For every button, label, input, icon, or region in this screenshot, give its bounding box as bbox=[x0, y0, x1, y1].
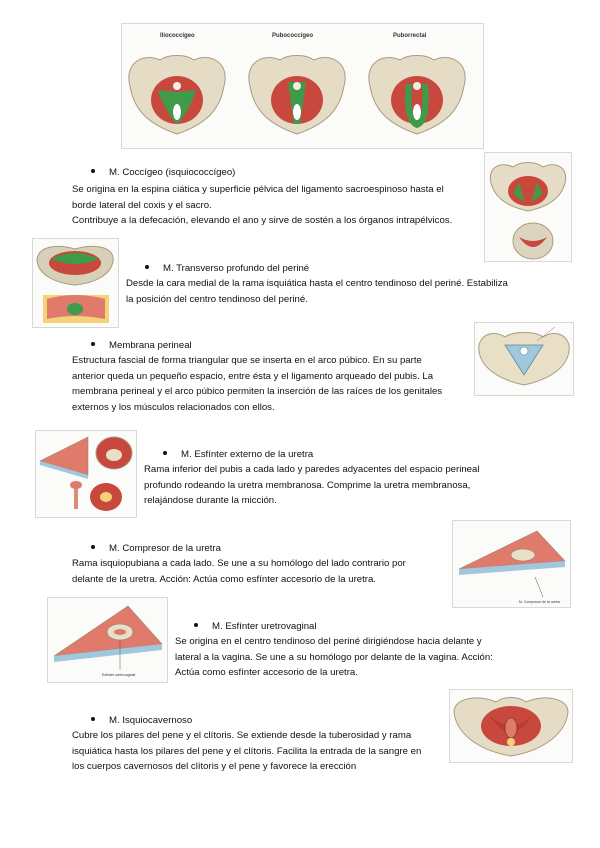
section-title: M. Compresor de la uretra bbox=[109, 543, 221, 554]
text-line: Actúa como esfínter accesorio de la uretra. bbox=[175, 667, 358, 679]
compresor-figure-label: M. Compresor de la uretra bbox=[519, 600, 560, 604]
uretrovaginal-figure-label: Esfínter uretrovaginal bbox=[102, 673, 136, 677]
text-line: la posición del centro tendinoso del periné. bbox=[126, 293, 308, 305]
compresor-figure bbox=[452, 520, 571, 608]
pelvic-floor-figure bbox=[121, 23, 484, 149]
bullet-icon bbox=[163, 451, 167, 455]
text-line: los cuerpos cavernosos del clítoris y el pene y favorece la erección bbox=[72, 761, 357, 773]
text-line: Desde la cara medial de la rama isquiática hasta el centro tendinoso del periné. Estabiliza bbox=[126, 278, 508, 289]
section-title: M. Esfínter externo de la uretra bbox=[181, 449, 314, 460]
text-line: membrana perineal y el arco púbico permiten la inserción de las raíces de los genitales bbox=[72, 386, 443, 398]
section-isquiocavernoso-title bbox=[91, 714, 192, 728]
text-line: Se origina en la espina ciática y superficie pélvica del ligamento sacroespinoso hasta el bbox=[72, 184, 444, 195]
caption-iliococcigeo: Iliococcígeo bbox=[160, 33, 195, 39]
pelvis-puborrectal bbox=[369, 56, 465, 135]
caption-pubococcigeo: Pubococcígeo bbox=[272, 33, 314, 39]
text-line: isquiática hasta los pilares del pene y el clítoris. Facilita la entrada de la sangre en bbox=[72, 745, 422, 757]
text-line: Rama inferior del pubis a cada lado y paredes adyacentes del espacio perineal bbox=[144, 464, 480, 475]
section-uretrovaginal-title bbox=[194, 620, 317, 634]
section-coccigeo-title bbox=[91, 166, 235, 180]
section-title: M. Transverso profundo del periné bbox=[163, 263, 310, 274]
section-uretrovaginal-body bbox=[175, 634, 493, 681]
section-title: M. Isquiocavernoso bbox=[109, 715, 193, 726]
section-title: M. Coccígeo (isquiococcígeo) bbox=[109, 167, 236, 178]
text-line: externos y los músculos relacionados con ellos. bbox=[72, 401, 275, 413]
section-compresor-body bbox=[72, 556, 406, 587]
section-esfinter-externo-body bbox=[144, 462, 479, 509]
bullet-icon bbox=[91, 342, 95, 346]
section-title: M. Esfínter uretrovaginal bbox=[212, 621, 317, 632]
text-line: Cubre los pilares del pene y el clítoris. Se extiende desde la tuberosidad y rama bbox=[72, 730, 412, 741]
uretrovaginal-figure bbox=[47, 597, 168, 683]
text-line: Contribuye a la defecación, elevando el ano y sirve de sostén a los órganos intrapélvicos. bbox=[72, 215, 453, 227]
section-coccigeo-body bbox=[72, 182, 452, 229]
bullet-icon bbox=[91, 717, 95, 721]
section-membrana-title bbox=[91, 339, 192, 353]
section-esfinter-externo-title bbox=[163, 448, 313, 462]
transverso-figure bbox=[32, 238, 119, 328]
coccigeo-figure bbox=[484, 152, 572, 262]
bullet-icon bbox=[194, 623, 198, 627]
text-line: delante de la uretra. Acción: Actúa como esfínter accesorio de la uretra. bbox=[72, 573, 376, 585]
membrana-figure bbox=[474, 322, 574, 396]
esfinter-externo-figure bbox=[35, 430, 137, 518]
text-line: borde lateral del coxis y el sacro. bbox=[72, 199, 212, 211]
text-line: anterior queda un pequeño espacio, entre ésta y el ligamento arqueado del pubis. La bbox=[72, 370, 434, 382]
section-compresor-title bbox=[91, 542, 221, 556]
text-line: lateral a la vagina. Se une a su homólogo por delante de la vagina. Acción: bbox=[175, 651, 493, 663]
text-line: profundo rodeando la uretra membranosa. Comprime la uretra membranosa, bbox=[144, 479, 471, 491]
section-transverso-title bbox=[145, 262, 309, 276]
isquiocavernoso-figure bbox=[449, 689, 573, 763]
text-line: Rama isquiopubiana a cada lado. Se une a su homólogo del lado contrario por bbox=[72, 558, 406, 569]
text-line: Estructura fascial de forma triangular que se inserta en el arco púbico. En su parte bbox=[72, 355, 422, 366]
section-title: Membrana perineal bbox=[109, 340, 192, 351]
section-transverso-body bbox=[126, 276, 508, 307]
pelvis-pubococcigeo bbox=[249, 56, 345, 135]
bullet-icon bbox=[91, 545, 95, 549]
text-line: relajándose durante la micción. bbox=[144, 495, 277, 507]
section-isquiocavernoso-body bbox=[72, 728, 421, 775]
caption-puborrectal: Puborrectal bbox=[393, 33, 427, 39]
bullet-icon bbox=[91, 169, 95, 173]
section-membrana-body bbox=[72, 353, 442, 415]
pelvis-iliococcigeo bbox=[129, 56, 225, 135]
text-line: Se origina en el centro tendinoso del periné dirigiéndose hacia delante y bbox=[175, 636, 482, 647]
bullet-icon bbox=[145, 265, 149, 269]
